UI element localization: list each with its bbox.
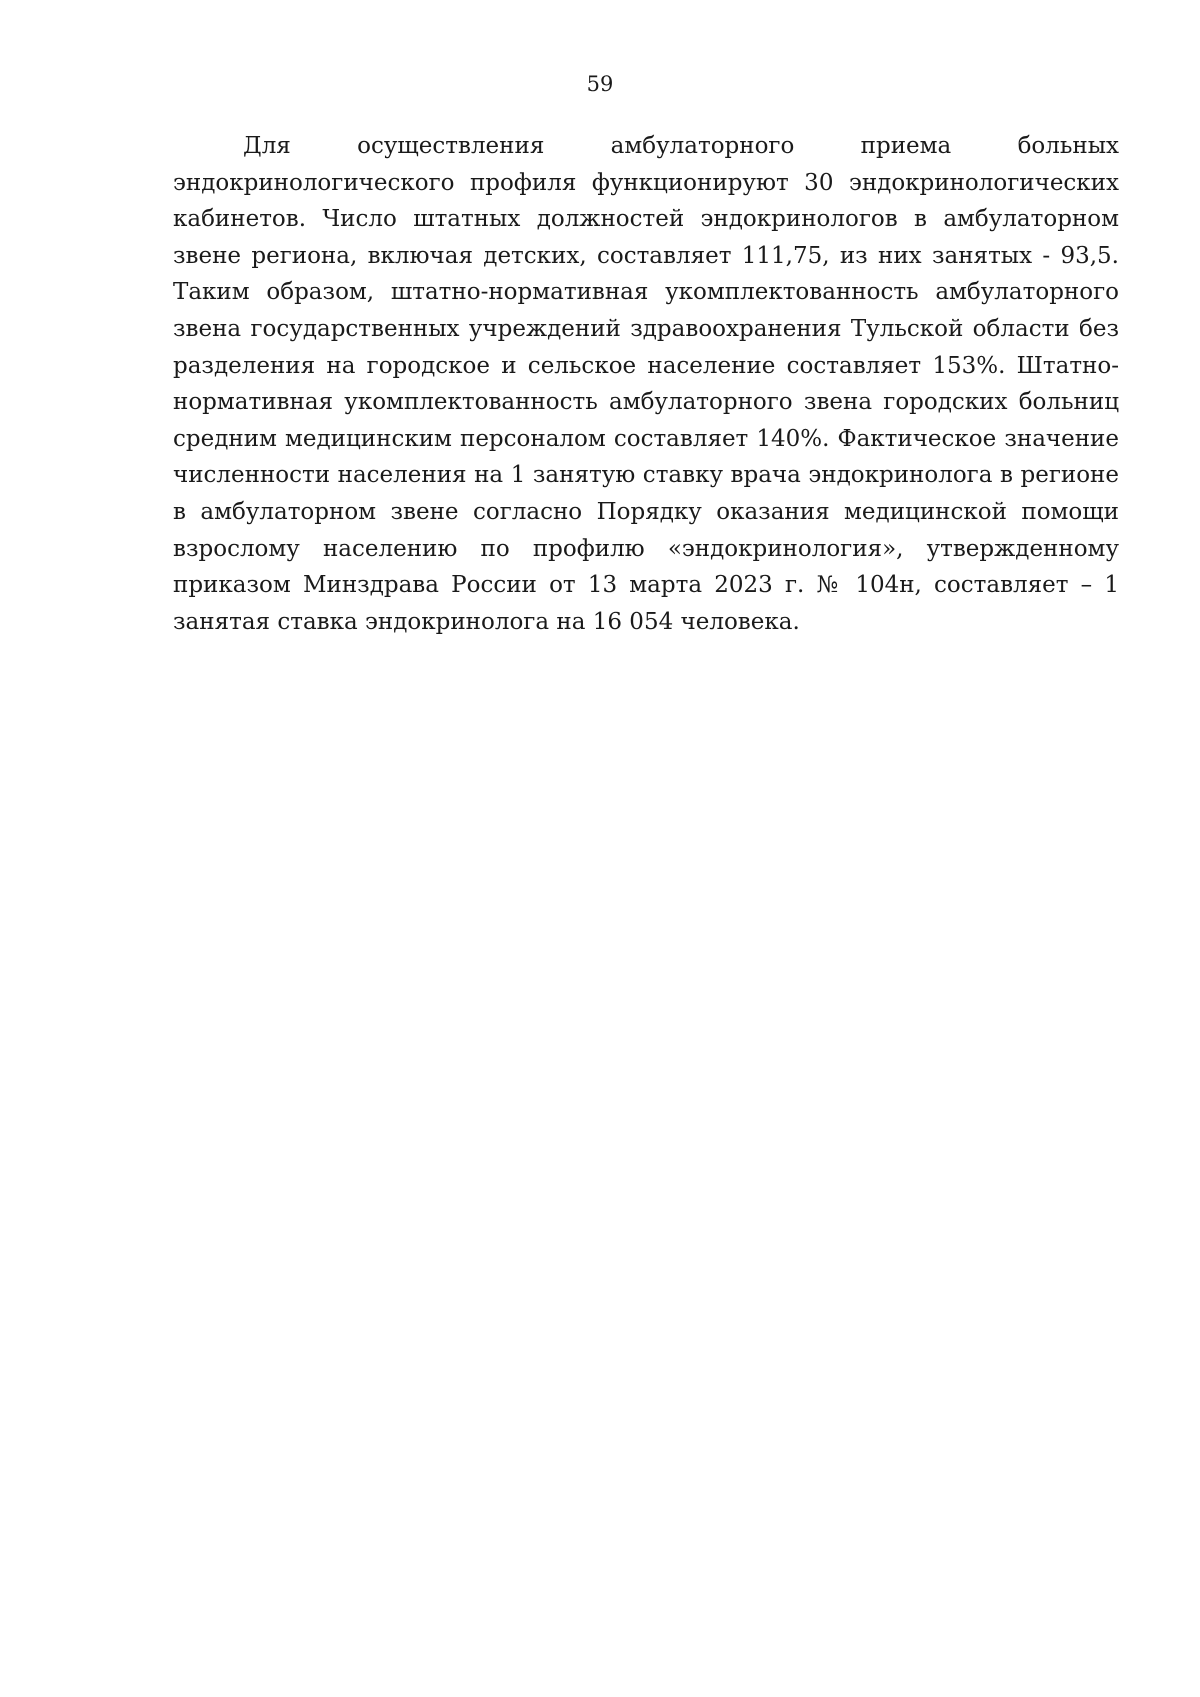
page-number: 59: [586, 72, 614, 96]
body-paragraph: Для осуществления амбулаторного приема больных эндокринологического профиля функционируют 30 эндокринологических кабинетов. Число штатных должностей эндокринологов в амбулаторном звене региона, включая детских, составляет 111,75, из них занятых - 93,5. Таким образом, штатно-нормативная укомплектованность амбулаторного звена государственных учреждений здравоохранения Тульской области без разделения на городское и сельское население составляет 153%. Штатно-нормативная укомплектованность амбулаторного звена городских больниц средним медицинским персоналом составляет 140%. Фактическое значение численности населения на 1 занятую ставку врача эндокринолога в регионе в амбулаторном звене согласно Порядку оказания медицинской помощи взрослому населению по профилю «эндокринология», утвержденному приказом Минздрава России от 13 марта 2023 г. № 104н, составляет – 1 занятая ставка эндокринолога на 16 054 человека.: [173, 133, 1119, 635]
document-body: [173, 128, 1119, 640]
